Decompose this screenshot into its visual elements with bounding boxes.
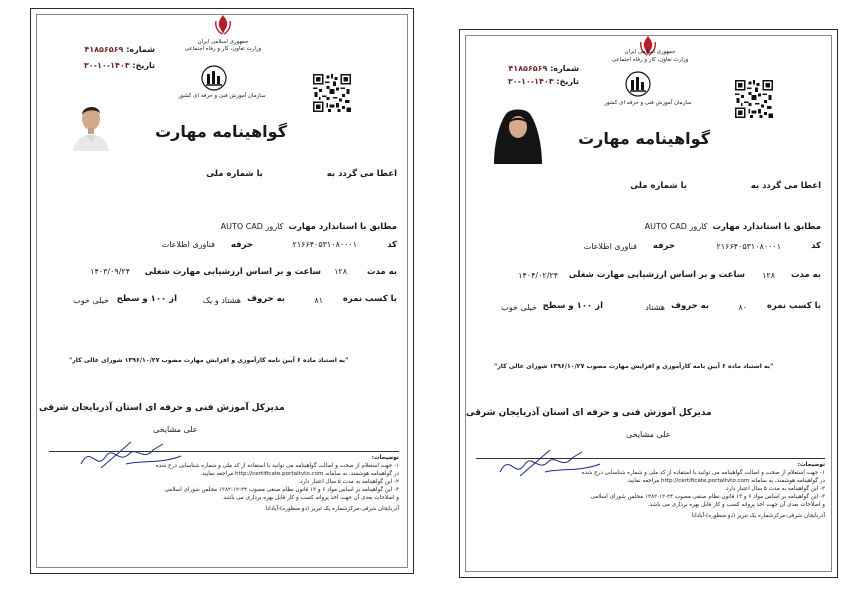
number-value: ۴۱۸۵۶۵۶۹ — [508, 64, 548, 73]
code-label: کد — [811, 241, 821, 251]
national-id-label: با شماره ملی — [630, 181, 687, 191]
certificate-title: گواهینامه مهارت — [155, 122, 287, 141]
date-label: تاریخ: — [556, 77, 579, 86]
note-line: ۲- این گواهینامه به مدت ۵ سال اعتبار دارد. — [298, 479, 399, 485]
duration-value: ۱۲۸ — [334, 267, 347, 276]
note-line: ۱- جهت استعلام از صحت و اصالت گواهینامه می توانید با استفاده از کد ملی و شماره شناسایی درج شده — [581, 470, 825, 476]
tvto-logo-icon — [625, 71, 651, 97]
footer-address: آذربایجان شرقی-مرکزشماره یک تبریز (دو منظوره)-آیادانا — [691, 513, 825, 519]
letters-value: هشتاد — [645, 303, 665, 312]
duration-value: ۱۲۸ — [762, 271, 775, 280]
holder-photo-female — [490, 102, 546, 164]
director-title: مدیرکل آموزش فنی و حرفه ای استان آذربایجان شرقی — [466, 408, 712, 418]
level-value: خیلی خوب — [73, 296, 109, 305]
note-line: در گواهینامه هوشمند، به سامانه http://certificate.portaltvto.com مراجعه نمایید. — [200, 471, 399, 477]
date-label: تاریخ: — [132, 61, 155, 70]
code-value: ۲۱۶۶۴۰۵۳۱۰۸۰۰۰۱ — [716, 242, 781, 251]
field-label: حرفه — [230, 240, 253, 250]
notes-section — [476, 458, 825, 520]
qr-code-icon — [313, 74, 351, 112]
footer-address: آذربایجان شرقی-مرکزشماره یک تبریز (دو منظوره)-آیادانا — [265, 506, 399, 512]
score-value: ۸۱ — [314, 296, 323, 305]
director-title: مدیرکل آموزش فنی و حرفه ای استان آذربایجان شرقی — [39, 403, 285, 413]
iran-emblem-icon — [212, 13, 234, 37]
field-value: فناوری اطلاعات — [161, 240, 215, 249]
regulation-text: "به استناد ماده ۶ آیین نامه کارآموزی و افزایش مهارت مصوب ۱۳۹۶/۱۰/۲۷ شورای عالی کار" — [494, 363, 774, 370]
standard-row — [221, 214, 397, 233]
number-row — [84, 45, 155, 54]
ministry-line2: وزارت تعاون، کار و رفاه اجتماعی — [184, 46, 262, 52]
date-value: ۱۴۰۳-۱۰-۳۰ — [83, 61, 130, 70]
out-of-text: از ۱۰۰ و سطح — [542, 301, 603, 311]
number-row — [508, 64, 579, 73]
number-value: ۴۱۸۵۶۵۶۹ — [84, 45, 124, 54]
standard-label: مطابق با استاندارد مهارت — [712, 222, 821, 232]
level-value: خیلی خوب — [501, 303, 537, 312]
letters-label: به حروف — [671, 301, 709, 311]
date-row — [84, 61, 155, 70]
assessment-date: ۱۴۰۳/۰۹/۲۴ — [90, 267, 130, 276]
field-label: حرفه — [652, 241, 675, 251]
out-of-text: از ۱۰۰ و سطح — [116, 294, 177, 304]
note-line: ۲- این گواهینامه به مدت ۵ سال اعتبار دارد. — [724, 486, 825, 492]
notes-title: توضیحات: — [371, 455, 399, 461]
date-row — [508, 77, 579, 86]
standard-value: کارور AUTO CAD — [644, 222, 708, 231]
score-value: ۸۰ — [738, 303, 747, 312]
field-value: فناوری اطلاعات — [583, 242, 637, 251]
assessment-date: ۱۴۰۴/۰۲/۲۴ — [518, 271, 558, 280]
letters-label: به حروف — [247, 294, 285, 304]
certificate-title: گواهینامه مهارت — [578, 129, 710, 148]
tvto-logo-icon — [201, 65, 227, 91]
note-line: ۱- جهت استعلام از صحت و اصالت گواهینامه می توانید با استفاده از کد ملی و شماره شناسایی درج شده — [155, 463, 399, 469]
number-label: شماره: — [126, 45, 155, 54]
holder-photo-male — [69, 95, 113, 151]
ministry-line2: وزارت تعاون، کار و رفاه اجتماعی — [611, 57, 689, 63]
regulation-text: "به استناد ماده ۶ آیین نامه کارآموزی و افزایش مهارت مصوب ۱۳۹۶/۱۰/۲۷ شورای عالی کار" — [69, 357, 349, 364]
note-line: ۳- این گواهینامه بر اساس مواد ۶ و ۱۳ قانون نظام صنفی مصوب ۲۴-۱۲-۱۳۸۲ مجلس شورای اسلامی — [590, 494, 825, 500]
note-line: و اصلاحات بعدی آن جهت اخذ پروانه کسب و کار قابل بهره برداری می باشد. — [647, 502, 825, 508]
date-value: ۱۴۰۳-۱۰-۳۰ — [507, 77, 554, 86]
certificate-right — [459, 29, 838, 578]
ministry-line1: جمهوری اسلامی ایران — [197, 39, 249, 45]
certificate-left — [30, 8, 414, 574]
hours-text: ساعت و بر اساس ارزشیابی مهارت شغلی — [144, 267, 321, 277]
awarded-to-label: اعطا می گردد به — [326, 169, 397, 179]
duration-label: به مدت — [366, 267, 397, 277]
national-id-label: با شماره ملی — [206, 169, 263, 179]
director-name: علی مشایخی — [626, 430, 671, 439]
notes-section — [49, 451, 399, 513]
note-line: در گواهینامه هوشمند، به سامانه http://certificate.portaltvto.com مراجعه نمایید. — [626, 478, 825, 484]
code-label: کد — [387, 240, 397, 250]
org-name: سازمان آموزش فنی و حرفه ای کشور — [178, 93, 266, 99]
notes-title: توضیحات: — [797, 462, 825, 468]
note-line: ۳- این گواهینامه بر اساس مواد ۶ و ۱۳ قانون نظام صنفی مصوب ۲۴-۱۲-۱۳۸۲ مجلس شورای اسلامی — [164, 487, 399, 493]
standard-label: مطابق با استاندارد مهارت — [288, 222, 397, 232]
ministry-line1: جمهوری اسلامی ایران — [624, 49, 676, 55]
director-name: علی مشایخی — [153, 425, 198, 434]
code-value: ۲۱۶۶۴۰۵۳۱۰۸۰۰۰۱ — [292, 240, 357, 249]
org-name: سازمان آموزش فنی و حرفه ای کشور — [604, 100, 692, 106]
letters-value: هشتاد و یک — [202, 296, 241, 305]
duration-label: به مدت — [790, 270, 821, 280]
score-label: با کسب نمره — [766, 301, 821, 311]
standard-row — [645, 214, 821, 233]
qr-code-icon — [735, 80, 773, 118]
note-line: و اصلاحات بعدی آن جهت اخذ پروانه کسب و کار قابل بهره برداری می باشد. — [221, 495, 399, 501]
hours-text: ساعت و بر اساس ارزشیابی مهارت شغلی — [568, 270, 745, 280]
standard-value: کارور AUTO CAD — [220, 222, 284, 231]
score-label: با کسب نمره — [342, 294, 397, 304]
awarded-to-label: اعطا می گردد به — [750, 181, 821, 191]
number-label: شماره: — [550, 64, 579, 73]
